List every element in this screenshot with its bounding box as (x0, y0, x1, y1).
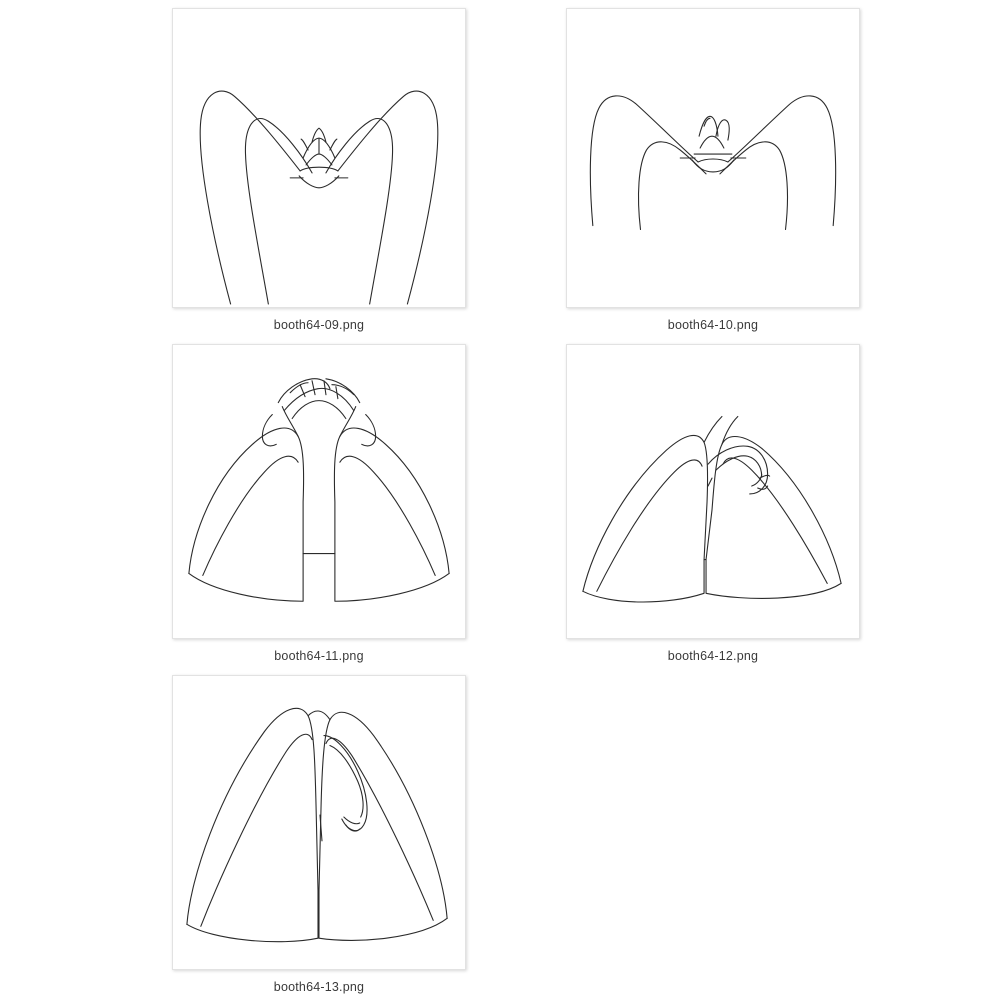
image-caption: booth64-10.png (667, 318, 759, 332)
image-caption: booth64-13.png (273, 980, 365, 994)
thumbnail-image-booth64-13[interactable] (172, 675, 466, 970)
thumbnail-image-booth64-12[interactable] (566, 344, 860, 639)
image-caption: booth64-09.png (273, 318, 365, 332)
image-caption: booth64-12.png (667, 649, 759, 663)
gallery-item[interactable] (172, 344, 566, 663)
thumbnail-image-booth64-11[interactable] (172, 344, 466, 639)
image-caption: booth64-11.png (274, 649, 364, 663)
gallery-item[interactable] (566, 344, 960, 663)
gallery-item[interactable] (172, 675, 566, 994)
thumbnail-grid (0, 8, 1000, 1006)
thumbnail-image-booth64-10[interactable] (566, 8, 860, 308)
gallery-item[interactable] (566, 8, 960, 332)
thumbnail-image-booth64-09[interactable] (172, 8, 466, 308)
gallery-item[interactable] (172, 8, 566, 332)
